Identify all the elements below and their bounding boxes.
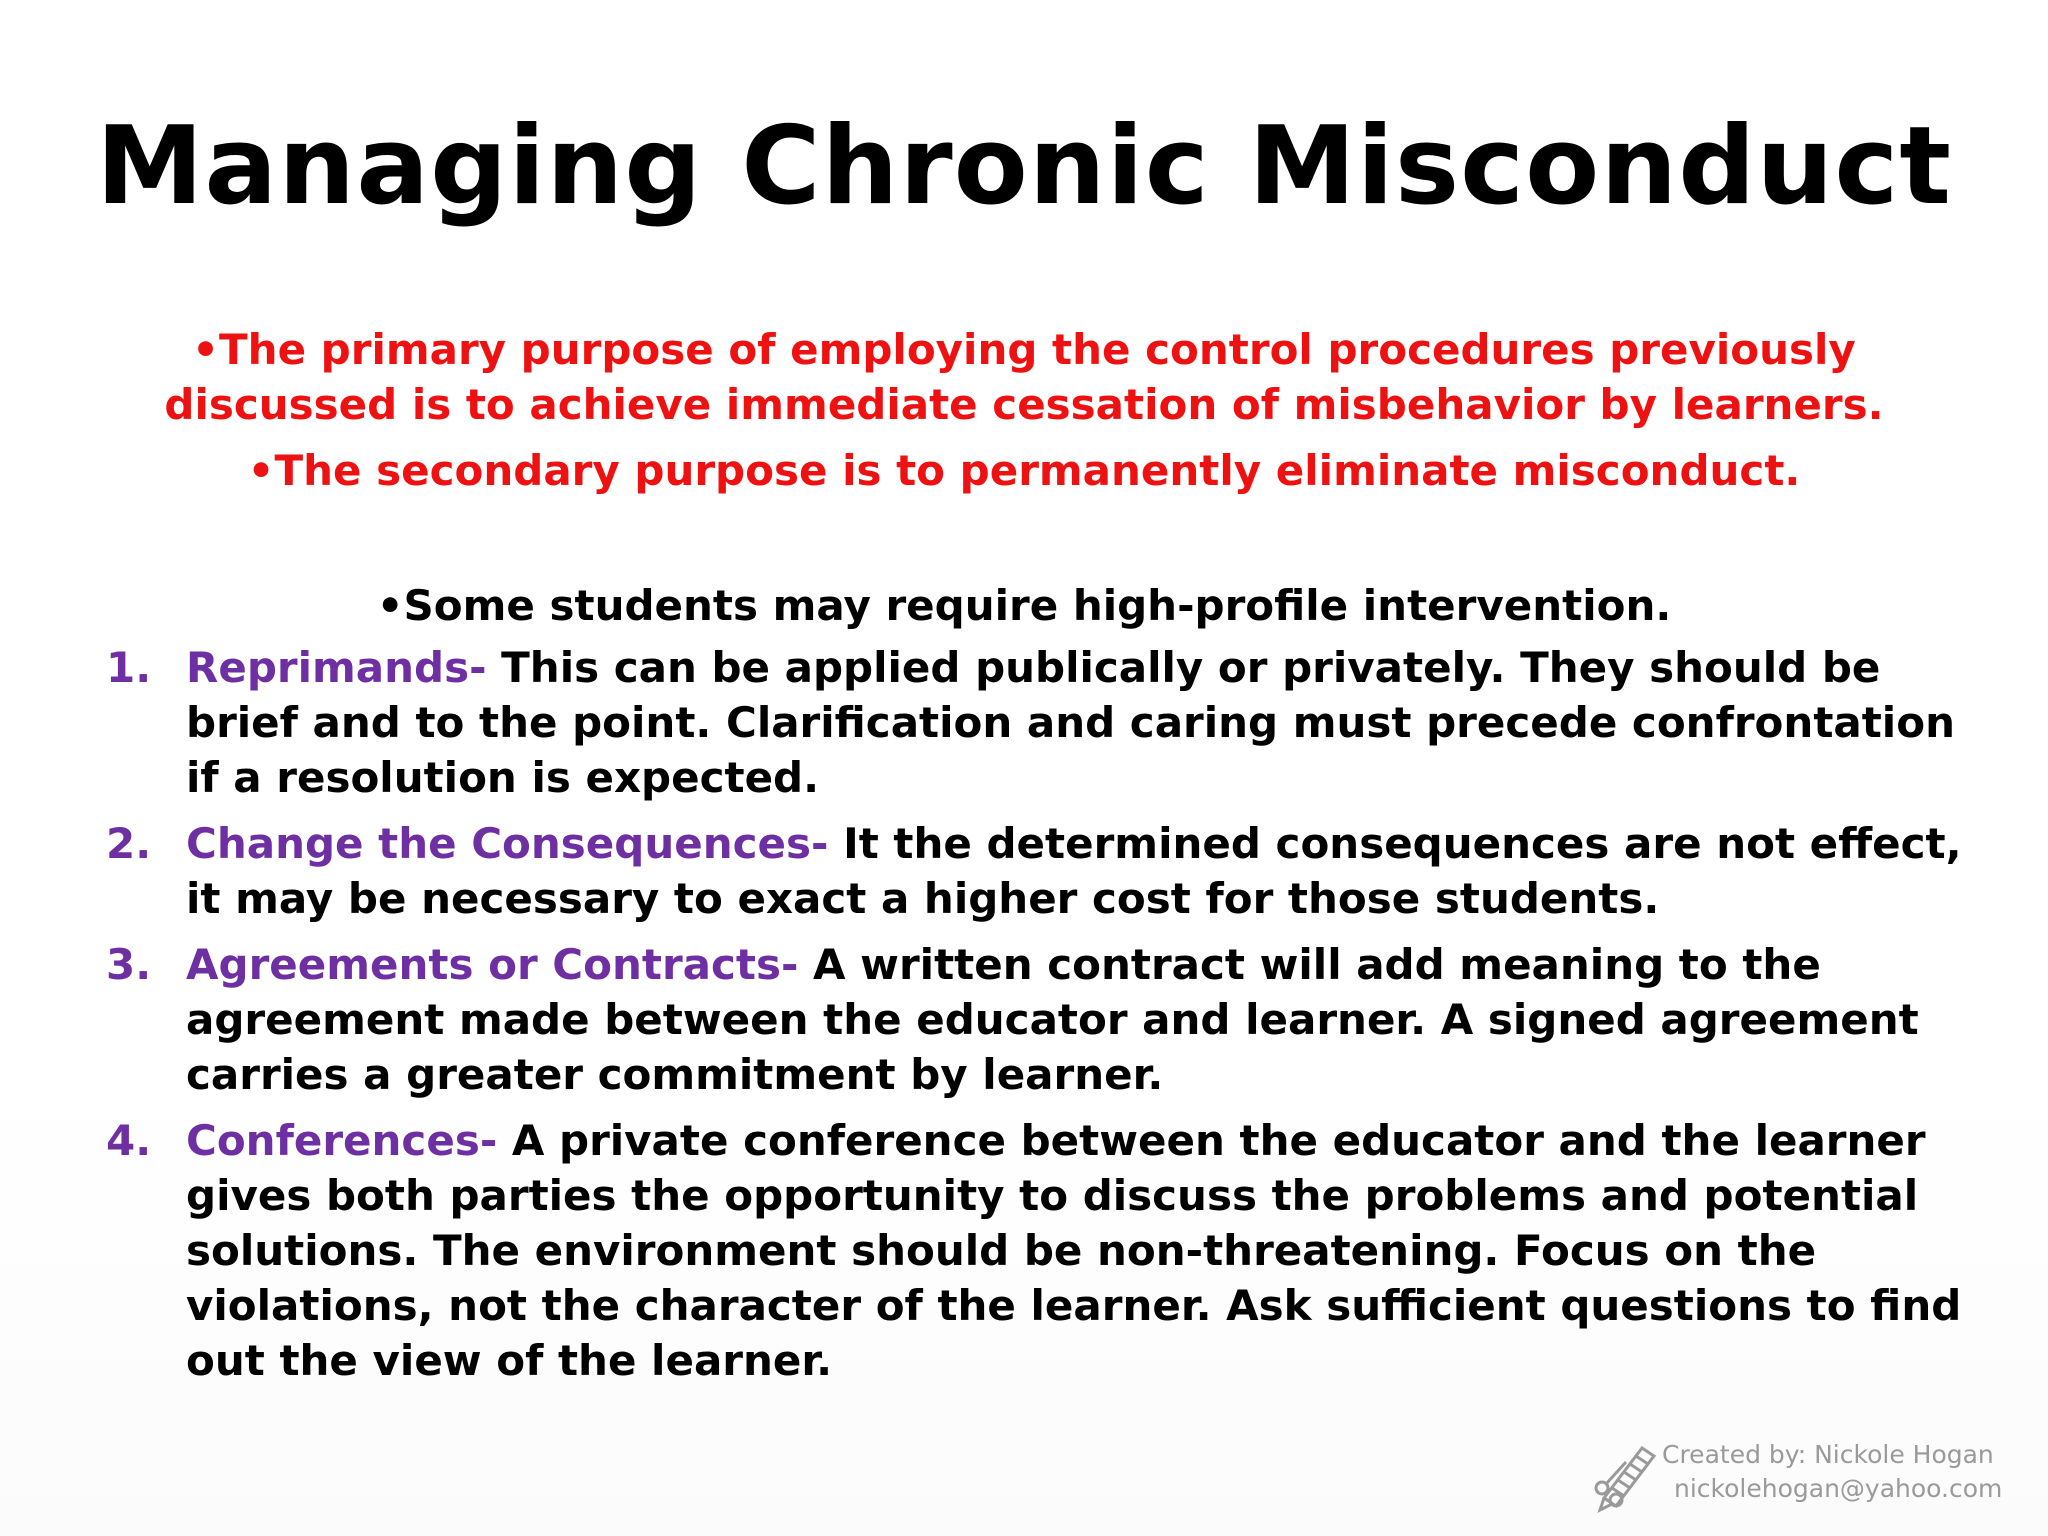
list-text: A written contract will add meaning to the agreement made between the educator and learner. A signed agreement carries a greater commitment by learner. xyxy=(186,940,1919,1099)
pencil-and-comb-icon xyxy=(1592,1442,1660,1514)
list-term: Agreements or Contracts- xyxy=(186,940,799,989)
primary-purpose: •The primary purpose of employing the control procedures previously discussed is to achieve immediate cessation of misbehavior by learners. xyxy=(164,325,1884,429)
list-item-body xyxy=(186,816,1976,926)
secondary-purpose: •The secondary purpose is to permanently eliminate misconduct. xyxy=(247,446,1801,495)
list-item-body xyxy=(186,1113,1976,1388)
list-text: This can be applied publically or privately. They should be brief and to the point. Clarification and caring must precede confrontation if a resolution is expected. xyxy=(186,643,1955,802)
list-number: 3. xyxy=(106,940,152,989)
credit-author: Created by: Nickole Hogan xyxy=(1662,1440,1994,1469)
list-number: 1. xyxy=(106,643,152,692)
credit-email: nickolehogan@yahoo.com xyxy=(1674,1474,2003,1503)
list-item-body xyxy=(186,937,1976,1102)
list-item-body xyxy=(186,640,1976,805)
list-term: Reprimands- xyxy=(186,643,487,692)
list-term: Conferences- xyxy=(186,1116,498,1165)
credit-watermark xyxy=(1592,1438,2012,1518)
credit-text xyxy=(1662,1438,2022,1506)
list-text: It the determined consequences are not effect, it may be necessary to exact a higher cost for those students. xyxy=(186,819,1962,923)
list-number: 4. xyxy=(106,1116,152,1165)
list-text: A private conference between the educator and the learner gives both parties the opportunity to discuss the problems and potential solutions. The environment should be non-threatening. Focus on the violations, not the character of the learner. Ask sufficient questions to find out the view of the learner. xyxy=(186,1116,1962,1385)
intervention-intro: •Some students may require high-profile intervention. xyxy=(376,581,1672,630)
slide-title: Managing Chronic Misconduct xyxy=(95,104,1953,229)
list-term: Change the Consequences- xyxy=(186,819,829,868)
list-number: 2. xyxy=(106,819,152,868)
